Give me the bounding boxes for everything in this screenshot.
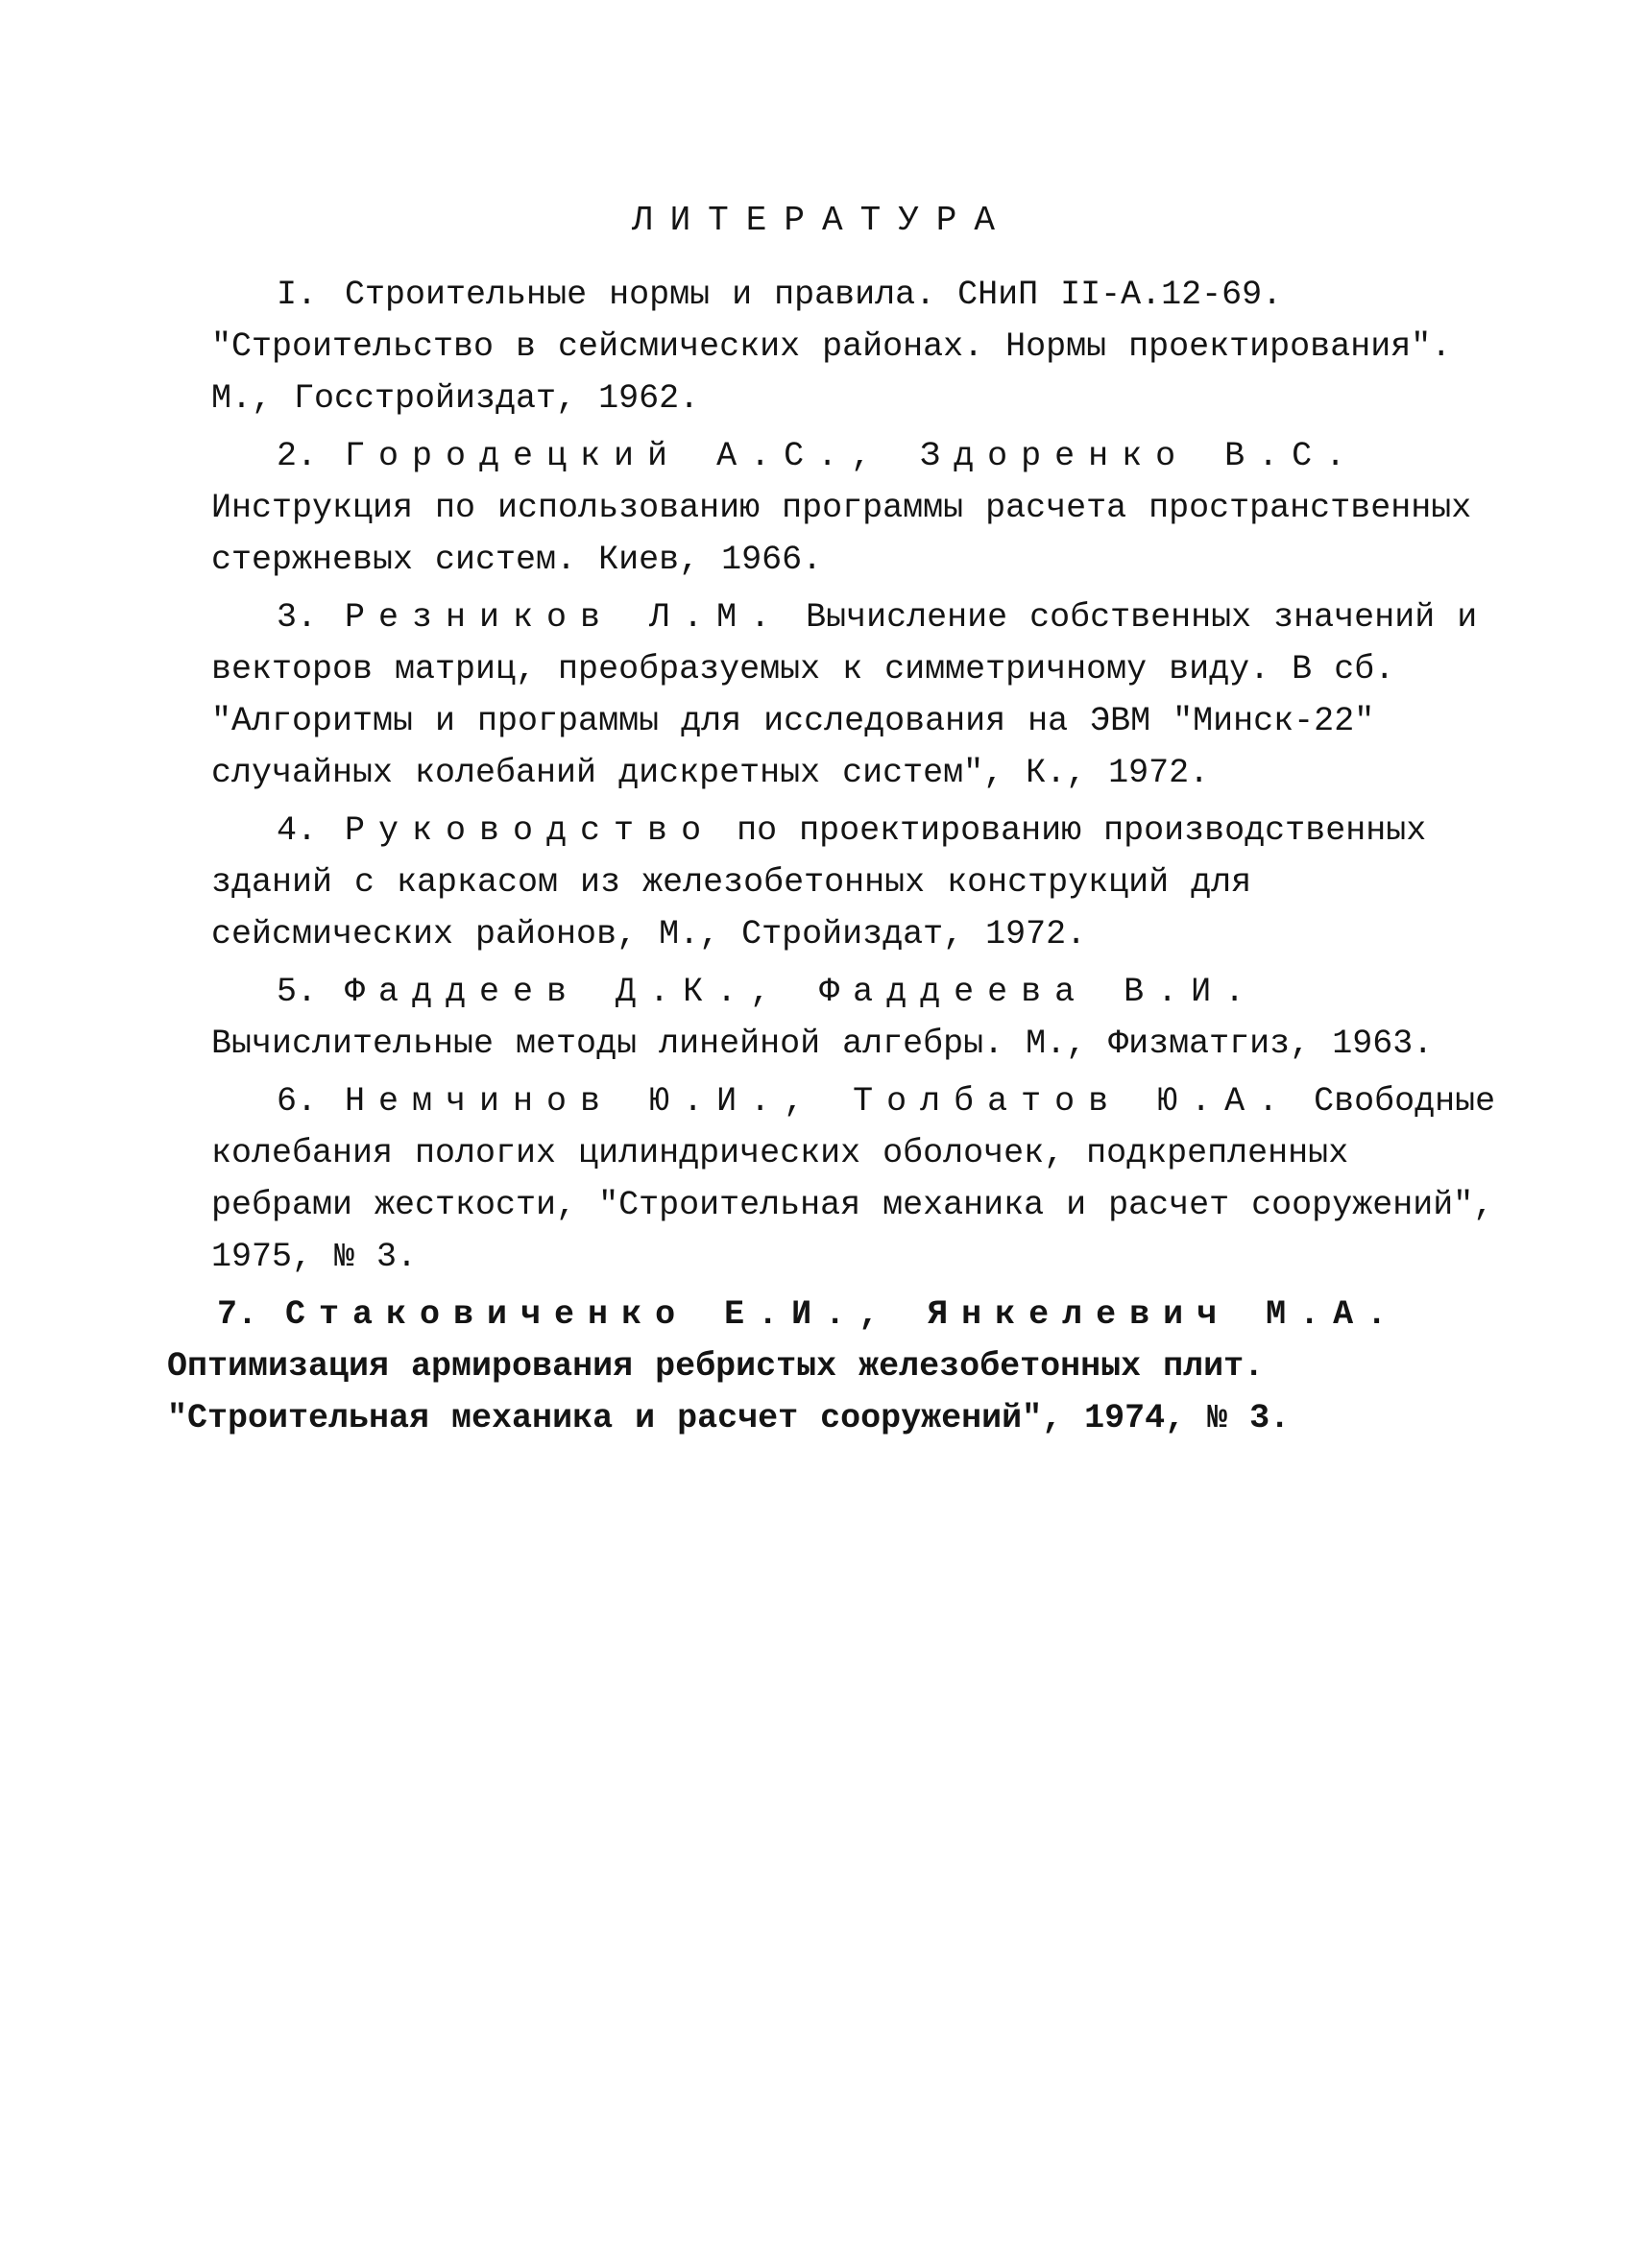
reference-text: Оптимизация армирования ребристых железобетонных плит. "Строительная механика и расчет сооружений", 1974, № 3. (167, 1347, 1291, 1437)
reference-author: Стаковиченко Е.И., Янкелевич М.А. (285, 1295, 1401, 1334)
reference-author: Резников Л.М. (345, 598, 785, 637)
reference-text: Вычисление собственных значений и векторов матриц, преобразуемых к симметричному виду. В сб. "Алгоритмы и программы для исследования на ЭВМ "Минск-22" случайных колебаний дискретных систем", К., 1972. (211, 598, 1478, 792)
reference-author: Фаддеев Д.К., Фаддеева В.И. (345, 973, 1259, 1011)
reference-item (167, 1289, 1498, 1444)
reference-author: Руководство (345, 811, 715, 850)
reference-item (211, 966, 1498, 1070)
reference-author: Городецкий А.С., Здоренко В.С. (345, 437, 1360, 475)
reference-text: Строительные нормы и правила. СНиП II-А.12-69. "Строительство в сейсмических районах. Нормы проектирования". М., Госстройиздат, 1962. (211, 276, 1452, 418)
reference-item (211, 430, 1498, 586)
reference-number: 6. (277, 1082, 318, 1121)
reference-text: Свободные колебания пологих цилиндрических оболочек, подкрепленных ребрами жесткости, "Строительная механика и расчет сооружений", 1975, № 3. (211, 1082, 1496, 1276)
reference-number: 3. (277, 598, 318, 637)
reference-text: Инструкция по использованию программы расчета пространственных стержневых систем. Киев, 1966. (211, 489, 1472, 579)
reference-number: 2. (277, 437, 318, 475)
reference-item (211, 269, 1498, 424)
reference-list (167, 269, 1498, 1450)
reference-number: 7. (217, 1295, 258, 1334)
reference-number: I. (277, 276, 318, 314)
reference-text: по проектированию производственных зданий с каркасом из железобетонных конструкций для сейсмических районов, М., Стройиздат, 1972. (211, 811, 1427, 953)
reference-text: Вычислительные методы линейной алгебры. М., Физматгиз, 1963. (211, 1025, 1434, 1063)
page-title: ЛИТЕРАТУРА (631, 201, 1013, 240)
reference-number: 4. (277, 811, 318, 850)
reference-item (211, 1075, 1498, 1283)
reference-item (211, 805, 1498, 960)
reference-author: Немчинов Ю.И., Толбатов Ю.А. (345, 1082, 1293, 1121)
reference-number: 5. (277, 973, 318, 1011)
reference-item (211, 591, 1498, 799)
